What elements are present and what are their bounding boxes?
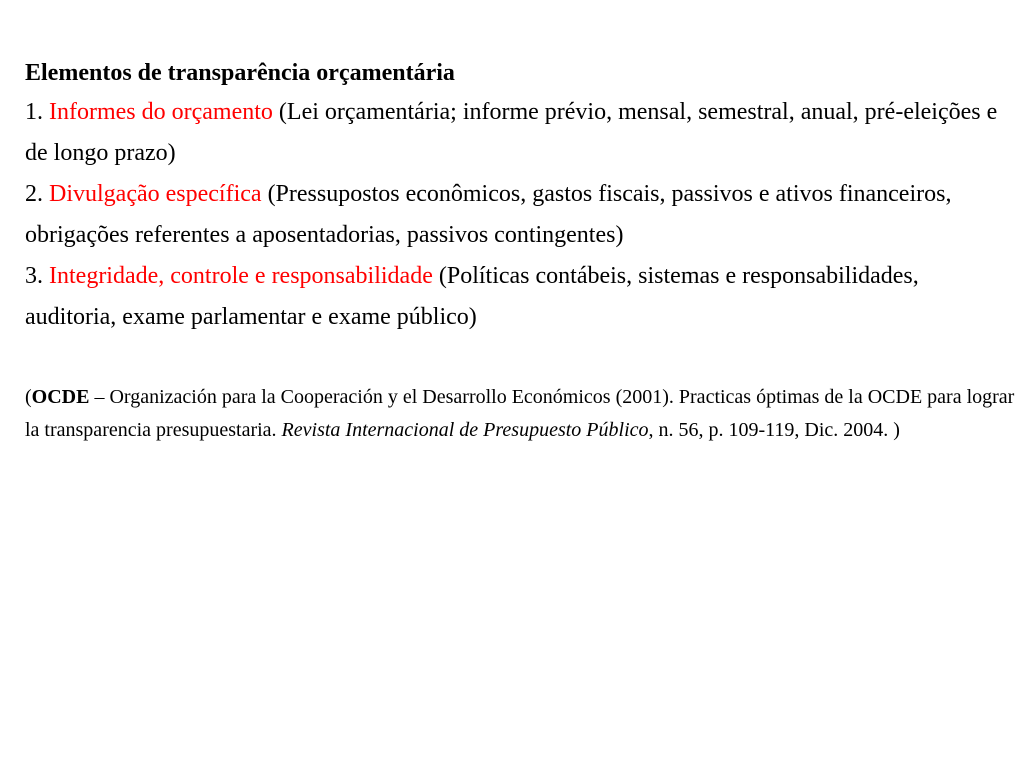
reference-open-paren: ( [25,386,32,408]
reference-details: , n. 56, p. 109-119, Dic. 2004. ) [648,419,900,441]
list-item-1 [25,92,1015,174]
item-number-1: 1. [25,99,43,125]
item-description-1: (Lei orçamentária; informe prévio, mensal, semestral, anual, pré-eleições e de longo prazo) [25,99,998,166]
reference-org-abbr: OCDE [31,386,90,408]
slide-content [25,54,1015,467]
slide-title: Elementos de transparência orçamentária [25,60,455,86]
list-item-3 [25,256,1015,338]
reference-citation [25,381,1015,447]
item-number-2: 2. [25,181,43,207]
item-label-3: Integridade, controle e responsabilidade [49,263,433,289]
list-item-2 [25,174,1015,256]
item-label-2: Divulgação específica [49,181,262,207]
reference-org-full: – Organización para la Cooperación y el Desarrollo Económicos (2001). Practicas óptimas de la OCDE para lograr la transparencia presupuestaria. [25,386,1015,441]
item-label-1: Informes do orçamento [49,99,273,125]
reference-journal: Revista Internacional de Presupuesto Público [281,419,649,441]
item-description-3: (Políticas contábeis, sistemas e responsabilidades, auditoria, exame parlamentar e exame público) [25,263,919,330]
item-description-2: (Pressupostos econômicos, gastos fiscais, passivos e ativos financeiros, obrigações referentes a aposentadorias, passivos contingentes) [25,181,952,248]
item-number-3: 3. [25,263,43,289]
